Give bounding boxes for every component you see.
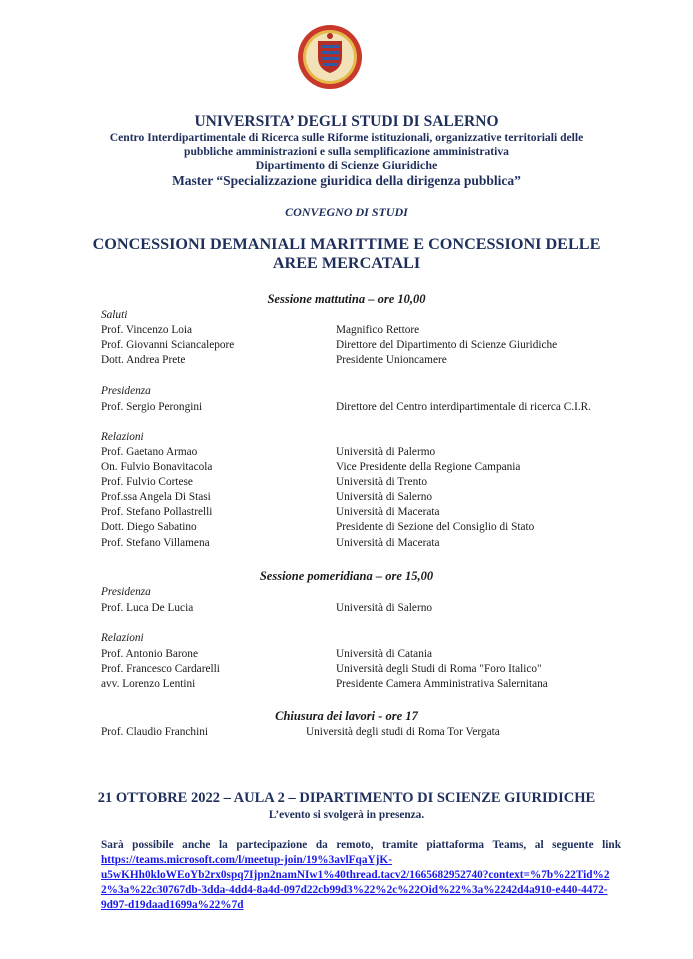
speaker-name: Prof. Stefano Pollastrelli [101, 506, 213, 518]
presidenza-label: Presidenza [101, 586, 151, 598]
speaker-role: Magnifico Rettore [336, 324, 420, 336]
speaker-name: Prof. Francesco Cardarelli [101, 663, 220, 675]
speaker-name: Prof. Claudio Franchini [101, 726, 208, 738]
speaker-role: Università di Trento [336, 476, 428, 488]
closing-heading: Chiusura dei lavori - ore 17 [275, 709, 418, 723]
teams-link-line[interactable]: u5wKHh0kloWEoYb2rx0spq7Ijpn2namNIw1%40thread.tacv2/1665682952740?context=%7b%22Tid%2 [101, 869, 610, 881]
speaker-role: Direttore del Centro interdipartimentale di ricerca C.I.R. [336, 401, 592, 413]
speaker-name: Prof. Vincenzo Loia [101, 324, 193, 336]
research-centre-line-2: pubbliche amministrazioni e sulla semplificazione amministrativa [184, 144, 509, 158]
speaker-name: Prof. Fulvio Cortese [101, 476, 193, 488]
research-centre [0, 131, 693, 158]
relazioni-label: Relazioni [101, 632, 144, 644]
speaker-role: Università di Salerno [336, 602, 433, 614]
speaker-name: Dott. Andrea Prete [101, 354, 186, 366]
teams-link-line[interactable]: https://teams.microsoft.com/l/meetup-join/19%3avlFqaYjK- [101, 854, 392, 866]
speaker-role: Università di Macerata [336, 537, 440, 549]
morning-session-heading: Sessione mattutina – ore 10,00 [267, 292, 426, 306]
university-seal-logo [297, 24, 363, 90]
research-centre-line-1: Centro Interdipartimentale di Ricerca sulle Riforme istituzionali, organizzative territoriali delle [109, 131, 584, 144]
speaker-role: Università di Macerata [336, 506, 440, 518]
university-name: UNIVERSITA’ DEGLI STUDI DI SALERNO [194, 113, 499, 130]
speaker-role: Università di Catania [336, 648, 432, 660]
speaker-name: On. Fulvio Bonavitacola [101, 461, 213, 473]
speaker-name: Prof. Luca De Lucia [101, 602, 194, 614]
remote-participation-text: Sarà possibile anche la partecipazione da remoto, tramite piattaforma Teams, al seguente link [101, 839, 621, 851]
speaker-name: avv. Lorenzo Lentini [101, 678, 196, 690]
speaker-role: Presidente Unioncamere [336, 354, 447, 366]
saluti-label: Saluti [101, 309, 128, 321]
event-title-line-1: CONCESSIONI DEMANIALI MARITTIME E CONCESSIONI DELLE [92, 235, 601, 253]
master-name: Master “Specializzazione giuridica della dirigenza pubblica” [172, 173, 521, 188]
relazioni-label: Relazioni [101, 431, 144, 443]
speaker-name: Prof. Sergio Perongini [101, 401, 203, 413]
presidenza-label: Presidenza [101, 385, 151, 397]
speaker-name: Prof. Antonio Barone [101, 648, 198, 660]
speaker-name: Prof.ssa Angela Di Stasi [101, 491, 211, 503]
department-name: Dipartimento di Scienze Giuridiche [255, 158, 438, 172]
speaker-name: Prof. Giovanni Sciancalepore [101, 339, 235, 351]
speaker-role: Università di Palermo [336, 446, 436, 458]
speaker-role: Direttore del Dipartimento di Scienze Giuridiche [336, 339, 558, 351]
speaker-name: Prof. Stefano Villamena [101, 537, 210, 549]
speaker-role: Presidente Camera Amministrativa Salernitana [336, 678, 548, 690]
afternoon-session-heading: Sessione pomeridiana – ore 15,00 [259, 569, 434, 583]
speaker-role: Università degli studi di Roma Tor Vergata [306, 726, 500, 738]
speaker-name: Dott. Diego Sabatino [101, 521, 197, 533]
event-title [0, 235, 693, 273]
event-title-line-2: AREE MERCATALI [272, 254, 421, 272]
speaker-role: Università degli Studi di Roma "Foro Italico" [336, 663, 542, 675]
speaker-role: Presidente di Sezione del Consiglio di Stato [336, 521, 535, 533]
teams-link-line[interactable]: 2%3a%22c30767db-3dda-4dd4-8a4d-097d22cb99d3%22%2c%22Oid%22%3a%2242d4a910-e440-4472- [101, 884, 608, 896]
speaker-role: Vice Presidente della Regione Campania [336, 461, 521, 473]
speaker-role: Università di Salerno [336, 491, 433, 503]
presence-note: L’evento si svolgerà in presenza. [268, 809, 425, 821]
speaker-name: Prof. Gaetano Armao [101, 446, 198, 458]
teams-link-line[interactable]: 9d97-d19daad1699a%22%7d [101, 899, 244, 911]
date-location: 21 OTTOBRE 2022 – AULA 2 – DIPARTIMENTO DI SCIENZE GIURIDICHE [97, 790, 596, 806]
event-type: CONVEGNO DI STUDI [285, 205, 408, 219]
